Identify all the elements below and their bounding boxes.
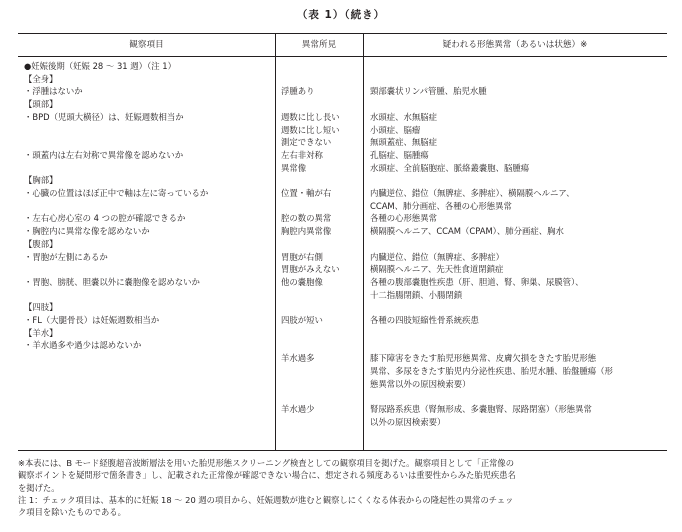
anomaly-cell: 各種の四肢短縮性骨系統疾患 xyxy=(370,315,479,325)
anomaly-cell: 孔脳症、脳腫瘍 xyxy=(370,149,429,160)
anomaly-cell: 各種の腹部嚢胞性疾患（肝、胆道、腎、卵巣、尿膜管）、 xyxy=(370,276,584,287)
column-divider xyxy=(275,34,276,450)
header-abnormal-finding: 異常所見 xyxy=(301,40,337,50)
observation-cell: ・胃胞、膀胱、胆嚢以外に嚢胞像を認めないか xyxy=(24,276,200,287)
table-title: （表 1）（続き） xyxy=(296,9,386,21)
finding-cell: 羊水過少 xyxy=(281,403,315,414)
findings-table xyxy=(18,33,667,451)
finding-cell: 浮腫あり xyxy=(281,86,315,97)
table-notes xyxy=(18,457,667,518)
finding-cell: 腔の数の異常 xyxy=(281,213,332,224)
observation-cell: ・心臓の位置はほぼ正中で軸は左に寄っているか xyxy=(24,188,209,198)
observation-cell: 【四肢】 xyxy=(24,302,58,313)
note-line: 注 1：チェック項目は、基本的に妊娠 18 〜 20 週の項目から、妊娠週数が進むと観察しにくくなる体表からの隆起性の異常のチェッ xyxy=(18,494,514,505)
finding-cell: 位置・軸が右 xyxy=(281,188,332,198)
note-line: ク項目を除いたものである。 xyxy=(18,507,126,518)
anomaly-cell: 異常、多尿をきたす胎児内分泌性疾患、胎児水腫、胎盤腫瘍（形 xyxy=(370,365,613,376)
finding-cell: 羊水過多 xyxy=(281,353,315,364)
observation-cell: 【全身】 xyxy=(24,73,58,84)
anomaly-cell: 水頭症、水無脳症 xyxy=(370,111,437,122)
observation-cell: ・BPD（児頭大横径）は、妊娠週数相当か xyxy=(24,111,184,122)
column-divider xyxy=(363,34,364,450)
observation-cell: ・左右心房心室の 4 つの腔が確認できるか xyxy=(24,213,186,224)
anomaly-cell: 膝下障害をきたす胎児形態異常、皮膚欠損をきたす胎児形態 xyxy=(370,353,597,364)
anomaly-cell: 腎尿路系疾患（腎無形成、多嚢胞腎、尿路閉塞）（形態異常 xyxy=(370,403,592,414)
finding-cell: 胃胞が右側 xyxy=(281,251,323,262)
anomaly-cell: 横隔膜ヘルニア、先天性食道閉鎖症 xyxy=(370,264,504,275)
finding-cell: 異常像 xyxy=(281,162,307,173)
observation-cell: ・胃胞が左側にあるか xyxy=(24,251,108,262)
observation-cell: ・FL（大腿骨長）は妊娠週数相当か xyxy=(24,315,160,325)
note-line: 観察ポイントを疑問形で箇条書き」し、記載された正常像が確認できない場合に、想定される頻度あるいは重要性からみた胎児疾患名 xyxy=(18,470,516,481)
anomaly-cell: 態異常以外の原因検索要） xyxy=(370,378,471,389)
anomaly-cell: 水頭症、全前脳胞症、脈絡叢嚢胞、脳腫瘍 xyxy=(370,162,530,173)
observation-cell: 【腹部】 xyxy=(24,238,58,249)
header-suspected-anomaly: 疑われる形態異常（あるいは状態）※ xyxy=(442,40,588,50)
finding-cell: 胸腔内異常像 xyxy=(281,226,332,237)
note-line: を掲げた。 xyxy=(18,482,60,493)
note-line: ※本表には、B モード経腹超音波断層法を用いた胎児形態スクリーニング検査としての観察項目を掲げた。観察項目として「正常像の xyxy=(18,458,515,468)
finding-cell: 週数に比し短い xyxy=(281,124,340,135)
observation-cell: 【羊水】 xyxy=(24,327,58,338)
anomaly-cell: 頸部嚢状リンパ管腫、胎児水腫 xyxy=(370,86,487,97)
finding-cell: 左右非対称 xyxy=(281,149,323,160)
observation-cell: ●妊娠後期（妊娠 28 〜 31 週）（注 1） xyxy=(24,61,176,71)
anomaly-cell: 以外の原因検索要） xyxy=(370,416,446,427)
anomaly-cell: 無頭蓋症、無脳症 xyxy=(370,137,437,148)
finding-cell: 測定できない xyxy=(281,137,332,148)
observation-cell: ・頭蓋内は左右対称で異常像を認めないか xyxy=(24,149,184,160)
observation-cell: ・羊水過多や過少は認めないか xyxy=(24,340,142,351)
finding-cell: 週数に比し長い xyxy=(281,111,340,122)
header-divider xyxy=(18,56,667,57)
observation-cell: ・胸腔内に異常な像を認めないか xyxy=(24,226,150,237)
anomaly-cell: CCAM、肺分画症、各種の心形態異常 xyxy=(370,200,512,211)
anomaly-cell: 横隔膜ヘルニア、CCAM（CPAM）、肺分画症、胸水 xyxy=(370,226,564,237)
observation-cell: 【頭部】 xyxy=(24,99,58,110)
anomaly-cell: 各種の心形態異常 xyxy=(370,213,437,224)
observation-cell: 【胸部】 xyxy=(24,175,58,186)
observation-cell: ・浮腫はないか xyxy=(24,86,83,97)
finding-cell: 胃胞がみえない xyxy=(281,264,340,275)
anomaly-cell: 内臓逆位、錯位（無脾症、多脾症）、横隔膜ヘルニア、 xyxy=(370,188,575,198)
anomaly-cell: 内臓逆位、錯位（無脾症、多脾症） xyxy=(370,251,504,262)
finding-cell: 四肢が短い xyxy=(281,315,323,325)
finding-cell: 他の嚢胞像 xyxy=(281,276,323,287)
header-observation-item: 観察項目 xyxy=(129,40,164,50)
anomaly-cell: 小頭症、脳瘤 xyxy=(370,124,421,135)
anomaly-cell: 十二指腸閉鎖、小腸閉鎖 xyxy=(370,289,463,300)
